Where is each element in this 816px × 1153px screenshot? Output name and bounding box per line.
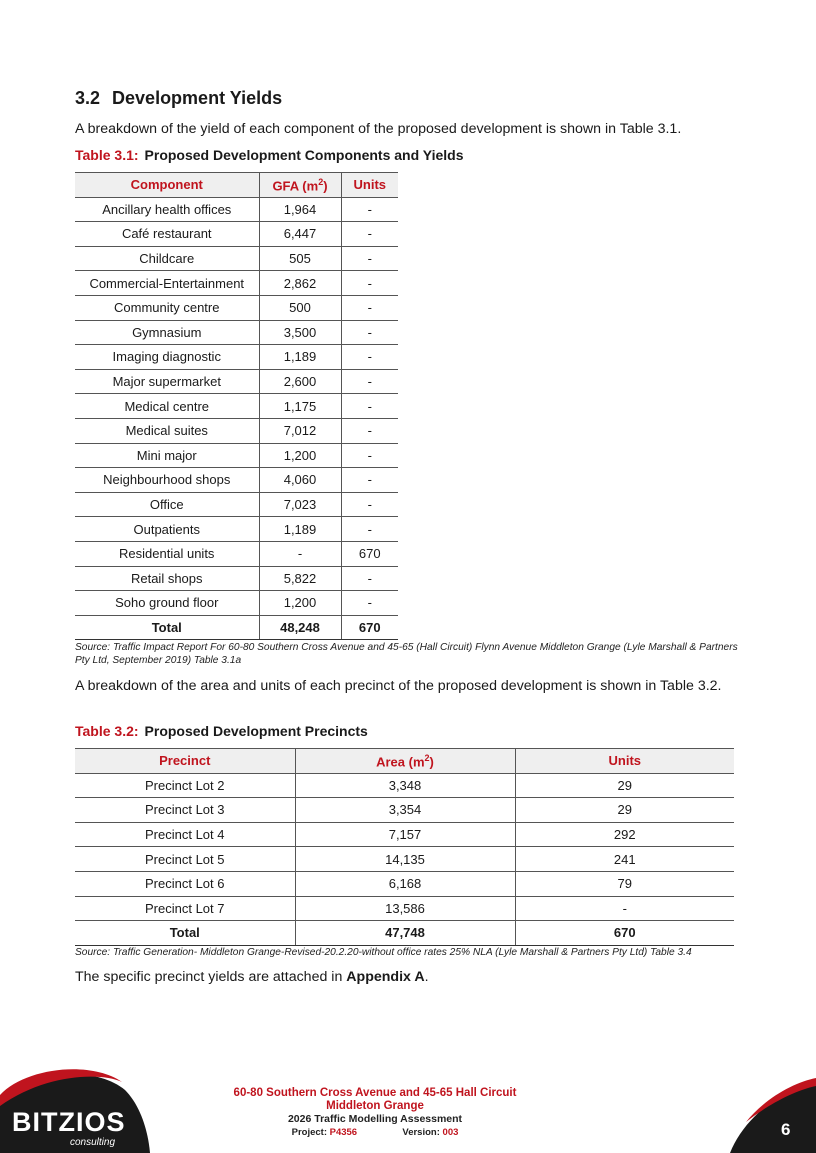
total-cell: Total (75, 921, 295, 946)
table-cell: 13,586 (295, 896, 515, 921)
table-cell: 241 (515, 847, 734, 872)
table-cell: Medical centre (75, 394, 259, 419)
table-cell: Residential units (75, 541, 259, 566)
page-footer (0, 1060, 816, 1153)
table-row (75, 222, 398, 247)
table2-caption (75, 723, 368, 739)
table-cell: 7,157 (295, 822, 515, 847)
section-heading (75, 88, 282, 109)
total-cell: 47,748 (295, 921, 515, 946)
table-row (75, 345, 398, 370)
section-title: Development Yields (112, 88, 283, 108)
table-row (75, 566, 398, 591)
gfa-header-text: GFA (m (272, 177, 319, 193)
precinct-paragraph: A breakdown of the area and units of each precinct of the proposed development is shown in Table 3.2. (75, 678, 722, 694)
table-row (75, 320, 398, 345)
table-cell: Office (75, 492, 259, 517)
table-cell: - (341, 591, 398, 616)
table-cell: 1,964 (259, 197, 341, 222)
table-cell: - (515, 896, 734, 921)
table-cell: 1,189 (259, 345, 341, 370)
page-number: 6 (781, 1120, 791, 1139)
table-row (75, 773, 734, 798)
table-cell: Medical suites (75, 418, 259, 443)
table-cell: - (341, 418, 398, 443)
table-cell: 14,135 (295, 847, 515, 872)
table-cell: - (341, 197, 398, 222)
table-cell: Gymnasium (75, 320, 259, 345)
area-header-sup: 2 (424, 752, 430, 763)
column-header-units: Units (341, 173, 398, 198)
table-row (75, 541, 398, 566)
table-cell: 29 (515, 773, 734, 798)
table-cell: - (341, 345, 398, 370)
table-row (75, 246, 398, 271)
table-cell: Café restaurant (75, 222, 259, 247)
table-cell: 292 (515, 822, 734, 847)
closing-text: The specific precinct yields are attached in (75, 969, 347, 985)
table2-source: Source: Traffic Generation- Middleton Grange-Revised-20.2.20-without office rates 25% NLA (Lyle Marshall & Partners Pty Ltd) Table 3.4 (75, 947, 692, 958)
closing-paragraph (75, 968, 429, 987)
table-cell: 2,862 (259, 271, 341, 296)
table-row (75, 822, 734, 847)
table-cell: - (341, 566, 398, 591)
table-cell: - (341, 468, 398, 493)
bitzios-logo-text: BITZIOS (12, 1107, 126, 1137)
table-row (75, 394, 398, 419)
table2-label: Table 3.2: (75, 723, 139, 739)
section-number: 3.2 (75, 88, 101, 108)
project-label: Project: (291, 1127, 327, 1138)
page-number-shape (730, 1082, 816, 1153)
intro-paragraph: A breakdown of the yield of each component of the proposed development is shown in Table 3.1. (75, 121, 682, 137)
table-cell: Precinct Lot 6 (75, 871, 295, 896)
table-total-row (75, 615, 398, 640)
table-cell: 505 (259, 246, 341, 271)
closing-period: . (424, 969, 429, 985)
table1-source: Source: Traffic Impact Report For 60-80 Southern Cross Avenue and 45-65 (Hall Circuit) Flynn Avenue Middleton Grange (Lyle Marshall & Partners Pty Ltd, September 2019) Table 3.1a (75, 642, 738, 666)
table-cell: Outpatients (75, 517, 259, 542)
table-row (75, 798, 734, 823)
table-cell: 1,175 (259, 394, 341, 419)
table-cell: Soho ground floor (75, 591, 259, 616)
table-cell: Neighbourhood shops (75, 468, 259, 493)
table-cell: 2,600 (259, 369, 341, 394)
table-cell: Precinct Lot 2 (75, 773, 295, 798)
table-cell: - (341, 517, 398, 542)
table-cell: Retail shops (75, 566, 259, 591)
table2-caption-text: Proposed Development Precincts (144, 723, 368, 739)
table-header-row (75, 749, 734, 774)
table-row (75, 871, 734, 896)
table-cell: - (341, 394, 398, 419)
table-cell: 670 (341, 541, 398, 566)
footer-text-block (210, 1087, 540, 1139)
table-cell: 500 (259, 295, 341, 320)
table-row (75, 295, 398, 320)
footer-report-title: 2026 Traffic Modelling Assessment (287, 1113, 463, 1125)
footer-project-info (210, 1126, 540, 1139)
gfa-header-sup: 2 (318, 176, 324, 187)
table-row (75, 492, 398, 517)
table-cell: Childcare (75, 246, 259, 271)
table-cell: 7,012 (259, 418, 341, 443)
column-header-gfa (259, 173, 341, 198)
table-cell: - (341, 246, 398, 271)
appendix-reference: Appendix A (346, 969, 425, 985)
table-cell: 1,200 (259, 591, 341, 616)
table-cell: 29 (515, 798, 734, 823)
table-cell: 6,447 (259, 222, 341, 247)
column-header-area (295, 749, 515, 774)
table-cell: 3,348 (295, 773, 515, 798)
table1-caption (75, 147, 464, 163)
table-header-row (75, 173, 398, 198)
table-cell: Community centre (75, 295, 259, 320)
table-cell: - (259, 541, 341, 566)
table-cell: Major supermarket (75, 369, 259, 394)
total-cell: Total (75, 615, 259, 640)
components-yields-table (75, 172, 398, 640)
table-cell: - (341, 271, 398, 296)
table-row (75, 468, 398, 493)
total-cell: 670 (515, 921, 734, 946)
table-cell: 3,500 (259, 320, 341, 345)
table-cell: - (341, 222, 398, 247)
column-header-precinct: Precinct (75, 749, 295, 774)
table-row (75, 517, 398, 542)
table-row (75, 369, 398, 394)
table-cell: 1,200 (259, 443, 341, 468)
table-row (75, 443, 398, 468)
version-label: Version: (402, 1127, 440, 1138)
table-row (75, 847, 734, 872)
table-cell: Precinct Lot 5 (75, 847, 295, 872)
table1-label: Table 3.1: (75, 147, 139, 163)
table-row (75, 896, 734, 921)
column-header-component: Component (75, 173, 259, 198)
table-cell: 1,189 (259, 517, 341, 542)
area-header-close: ) (429, 753, 434, 769)
column-header-units: Units (515, 749, 734, 774)
table-cell: Precinct Lot 7 (75, 896, 295, 921)
table-cell: 79 (515, 871, 734, 896)
table-row (75, 418, 398, 443)
table-cell: Mini major (75, 443, 259, 468)
gfa-header-close: ) (323, 177, 328, 193)
table-cell: - (341, 320, 398, 345)
table-cell: 4,060 (259, 468, 341, 493)
project-number: P4356 (329, 1127, 358, 1138)
table-row (75, 197, 398, 222)
footer-project-title: 60-80 Southern Cross Avenue and 45-65 Hall Circuit Middleton Grange (233, 1087, 517, 1112)
table-cell: - (341, 295, 398, 320)
table-cell: Ancillary health offices (75, 197, 259, 222)
table-cell: Precinct Lot 3 (75, 798, 295, 823)
table-cell: 5,822 (259, 566, 341, 591)
table-cell: 6,168 (295, 871, 515, 896)
precincts-table (75, 748, 734, 946)
table-cell: Commercial-Entertainment (75, 271, 259, 296)
table-cell: - (341, 492, 398, 517)
table-cell: 3,354 (295, 798, 515, 823)
table-row (75, 271, 398, 296)
total-cell: 48,248 (259, 615, 341, 640)
table-cell: - (341, 443, 398, 468)
table-total-row (75, 921, 734, 946)
table-cell: Imaging diagnostic (75, 345, 259, 370)
table-cell: Precinct Lot 4 (75, 822, 295, 847)
bitzios-logo-subtext: consulting (70, 1137, 116, 1148)
table1-caption-text: Proposed Development Components and Yields (144, 147, 464, 163)
total-cell: 670 (341, 615, 398, 640)
version-number: 003 (442, 1127, 459, 1138)
area-header-text: Area (m (376, 753, 425, 769)
table-cell: 7,023 (259, 492, 341, 517)
table-row (75, 591, 398, 616)
table-cell: - (341, 369, 398, 394)
